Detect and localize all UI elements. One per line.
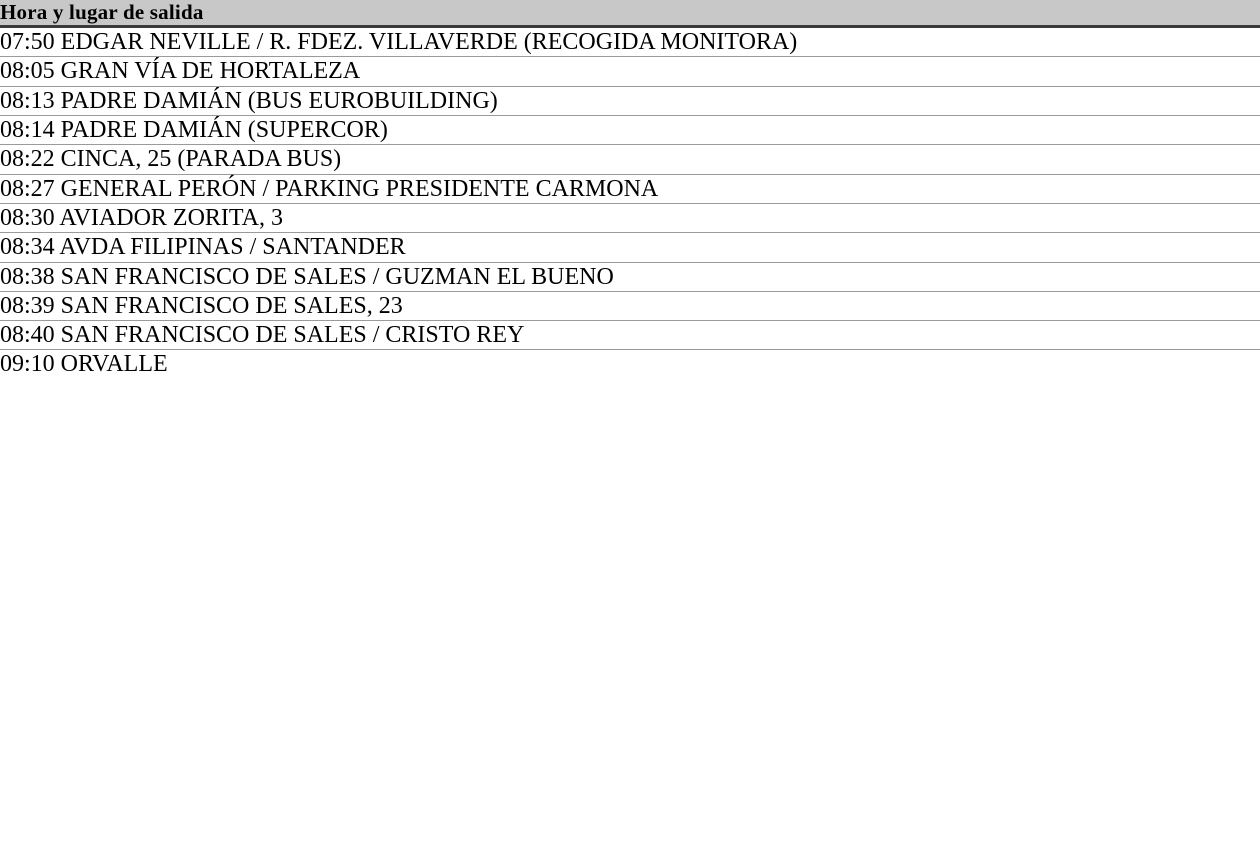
- table-row: [0, 203, 1260, 232]
- table-row: [0, 350, 1260, 379]
- stop-entry: 08:38 SAN FRANCISCO DE SALES / GUZMAN EL BUENO: [0, 262, 1260, 291]
- column-header-departure-time-and-place: Hora y lugar de salida: [0, 0, 1260, 27]
- table-row: [0, 174, 1260, 203]
- stop-entry: 09:10 ORVALLE: [0, 351, 168, 378]
- stop-entry: 08:05 GRAN VÍA DE HORTALEZA: [0, 57, 1260, 86]
- stop-entry: 08:22 CINCA, 25 (PARADA BUS): [0, 145, 1260, 174]
- stop-entry: 08:30 AVIADOR ZORITA, 3: [0, 203, 1260, 232]
- table-row: [0, 321, 1260, 350]
- table-row: [0, 115, 1260, 144]
- stop-entry: 08:14 PADRE DAMIÁN (SUPERCOR): [0, 115, 1260, 144]
- table-row: [0, 291, 1260, 320]
- table-row: [0, 86, 1260, 115]
- table-header: [0, 0, 1260, 27]
- stop-entry: 08:13 PADRE DAMIÁN (BUS EUROBUILDING): [0, 86, 1260, 115]
- table-row: [0, 57, 1260, 86]
- stop-entry: 08:40 SAN FRANCISCO DE SALES / CRISTO REY: [0, 321, 1260, 350]
- table-header-row: [0, 0, 1260, 27]
- stop-entry: 07:50 EDGAR NEVILLE / R. FDEZ. VILLAVERDE (RECOGIDA MONITORA): [0, 27, 1260, 57]
- table-row: [0, 145, 1260, 174]
- table-body: [0, 27, 1260, 379]
- departure-schedule-table: [0, 0, 1260, 379]
- stop-entry: 08:34 AVDA FILIPINAS / SANTANDER: [0, 233, 1260, 262]
- table-row: [0, 262, 1260, 291]
- stop-entry: 08:39 SAN FRANCISCO DE SALES, 23: [0, 291, 1260, 320]
- stop-entry: 08:27 GENERAL PERÓN / PARKING PRESIDENTE CARMONA: [0, 174, 1260, 203]
- table-row: [0, 233, 1260, 262]
- table-row: [0, 27, 1260, 57]
